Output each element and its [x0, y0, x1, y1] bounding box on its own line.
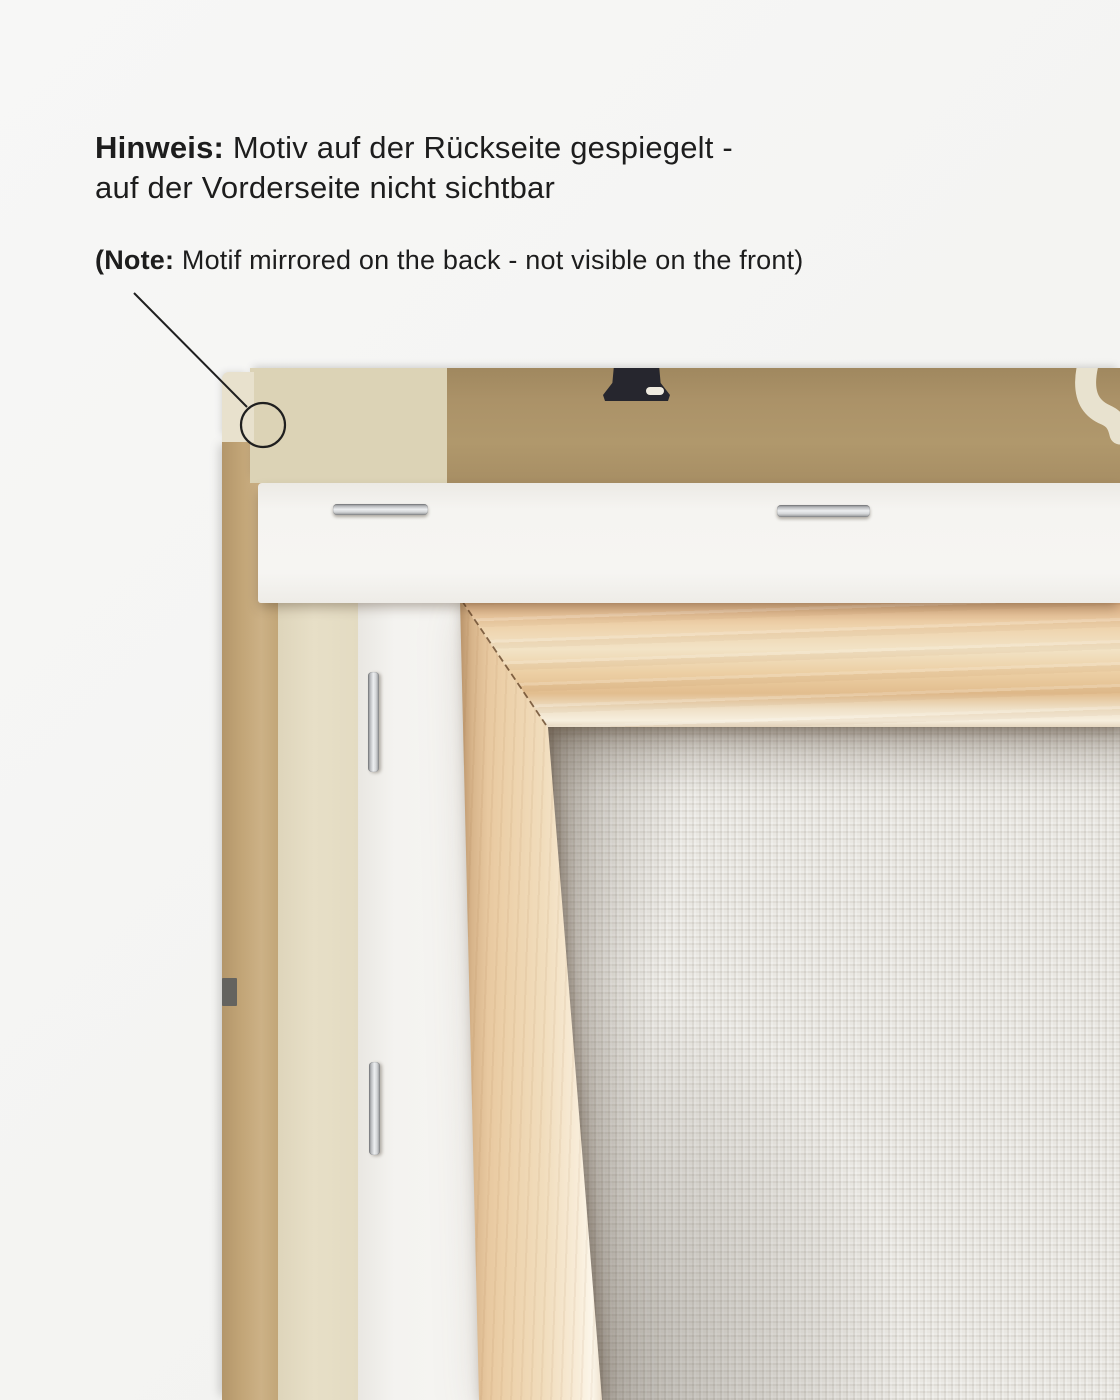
- note-german-line1: Motiv auf der Rückseite gespiegelt -: [224, 130, 733, 165]
- note-german-label: Hinweis:: [95, 130, 225, 165]
- note-english-rest: Motif mirrored on the back - not visible on the front): [174, 245, 804, 275]
- note-german: [95, 128, 733, 208]
- canvas-side-strip-white-top: [258, 483, 1120, 603]
- note-english: [95, 243, 803, 277]
- note-german-line2: auf der Vorderseite nicht sichtbar: [95, 170, 555, 205]
- note-english-label: (Note:: [95, 245, 175, 275]
